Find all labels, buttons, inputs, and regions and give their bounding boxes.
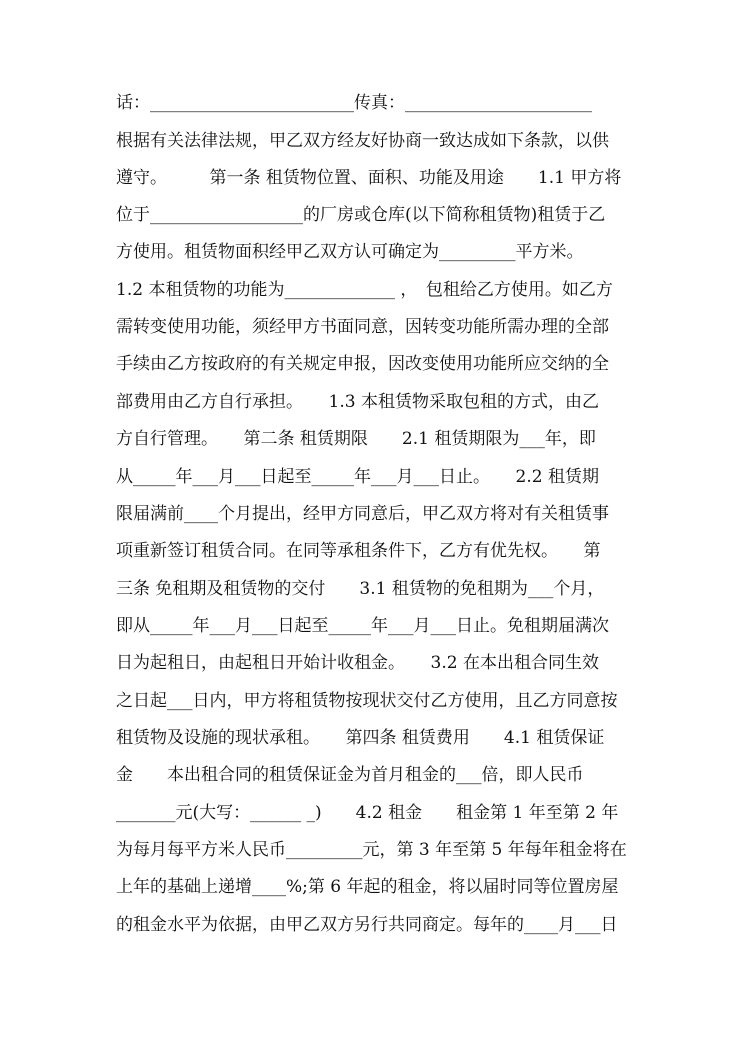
text-line: 位于__________________的厂房或仓库(以下简称租赁物)租赁于乙 bbox=[116, 205, 606, 225]
text-line: 即从_____年___月___日起至_____年___月___日止。免租期届满次 bbox=[116, 616, 609, 636]
text-line: 从_____年___月___日起至_____年___月___日止。 2.2 租赁期 bbox=[116, 467, 599, 487]
text-line: 需转变使用功能，须经甲方书面同意，因转变功能所需办理的全部 bbox=[116, 317, 609, 337]
text-line: 租赁物及设施的现状承租。 第四条 租赁费用 4.1 租赁保证 bbox=[116, 728, 605, 748]
text-line: 上年的基础上递增____%;第 6 年起的租金，将以届时同等位置房屋 bbox=[116, 877, 619, 897]
text-line: 根据有关法律法规，甲乙双方经友好协商一致达成如下条款，以供 bbox=[116, 131, 609, 151]
text-line: 项重新签订租赁合同。在同等承租条件下，乙方有优先权。 第 bbox=[116, 541, 601, 561]
text-line: 三条 免租期及租赁物的交付 3.1 租赁物的免租期为___个月， bbox=[116, 579, 605, 599]
text-line: 之日起___日内，甲方将租赁物按现状交付乙方使用，且乙方同意按 bbox=[116, 691, 618, 711]
text-line: 部费用由乙方自行承担。 1.3 本租赁物采取包租的方式，由乙 bbox=[116, 392, 599, 412]
text-line: 日为起租日，由起租日开始计收租金。 3.2 在本出租合同生效 bbox=[116, 653, 599, 673]
text-line: 限届满前____个月提出，经甲方同意后，甲乙双方将对有关租赁事 bbox=[116, 504, 609, 524]
text-line: 话：________________________传真：______________________ bbox=[116, 93, 592, 113]
text-line: 方自行管理。 第二条 租赁期限 2.1 租赁期限为___年，即 bbox=[116, 429, 596, 449]
text-line: 的租金水平为依据，由甲乙双方另行共同商定。每年的____月___日 bbox=[116, 915, 618, 935]
text-line: 金 本出租合同的租赁保证金为首月租金的___倍，即人民币 bbox=[116, 765, 584, 785]
text-line: 为每月每平方米人民币_________元，第 3 年至第 5 年每年租金将在 bbox=[116, 840, 627, 860]
text-line: 手续由乙方按政府的有关规定申报，因改变使用功能所应交纳的全 bbox=[116, 354, 609, 374]
text-line: _______元(大写：______ _) 4.2 租金 租金第 1 年至第 2 年 bbox=[116, 803, 619, 823]
text-line: 遵守。 第一条 租赁物位置、面积、功能及用途 1.1 甲方将 bbox=[116, 168, 622, 188]
text-line: 1.2 本租赁物的功能为_____________ ， 包租给乙方使用。如乙方 bbox=[116, 280, 613, 300]
text-line: 方使用。租赁物面积经甲乙双方认可确定为_________平方米。 bbox=[116, 242, 584, 262]
